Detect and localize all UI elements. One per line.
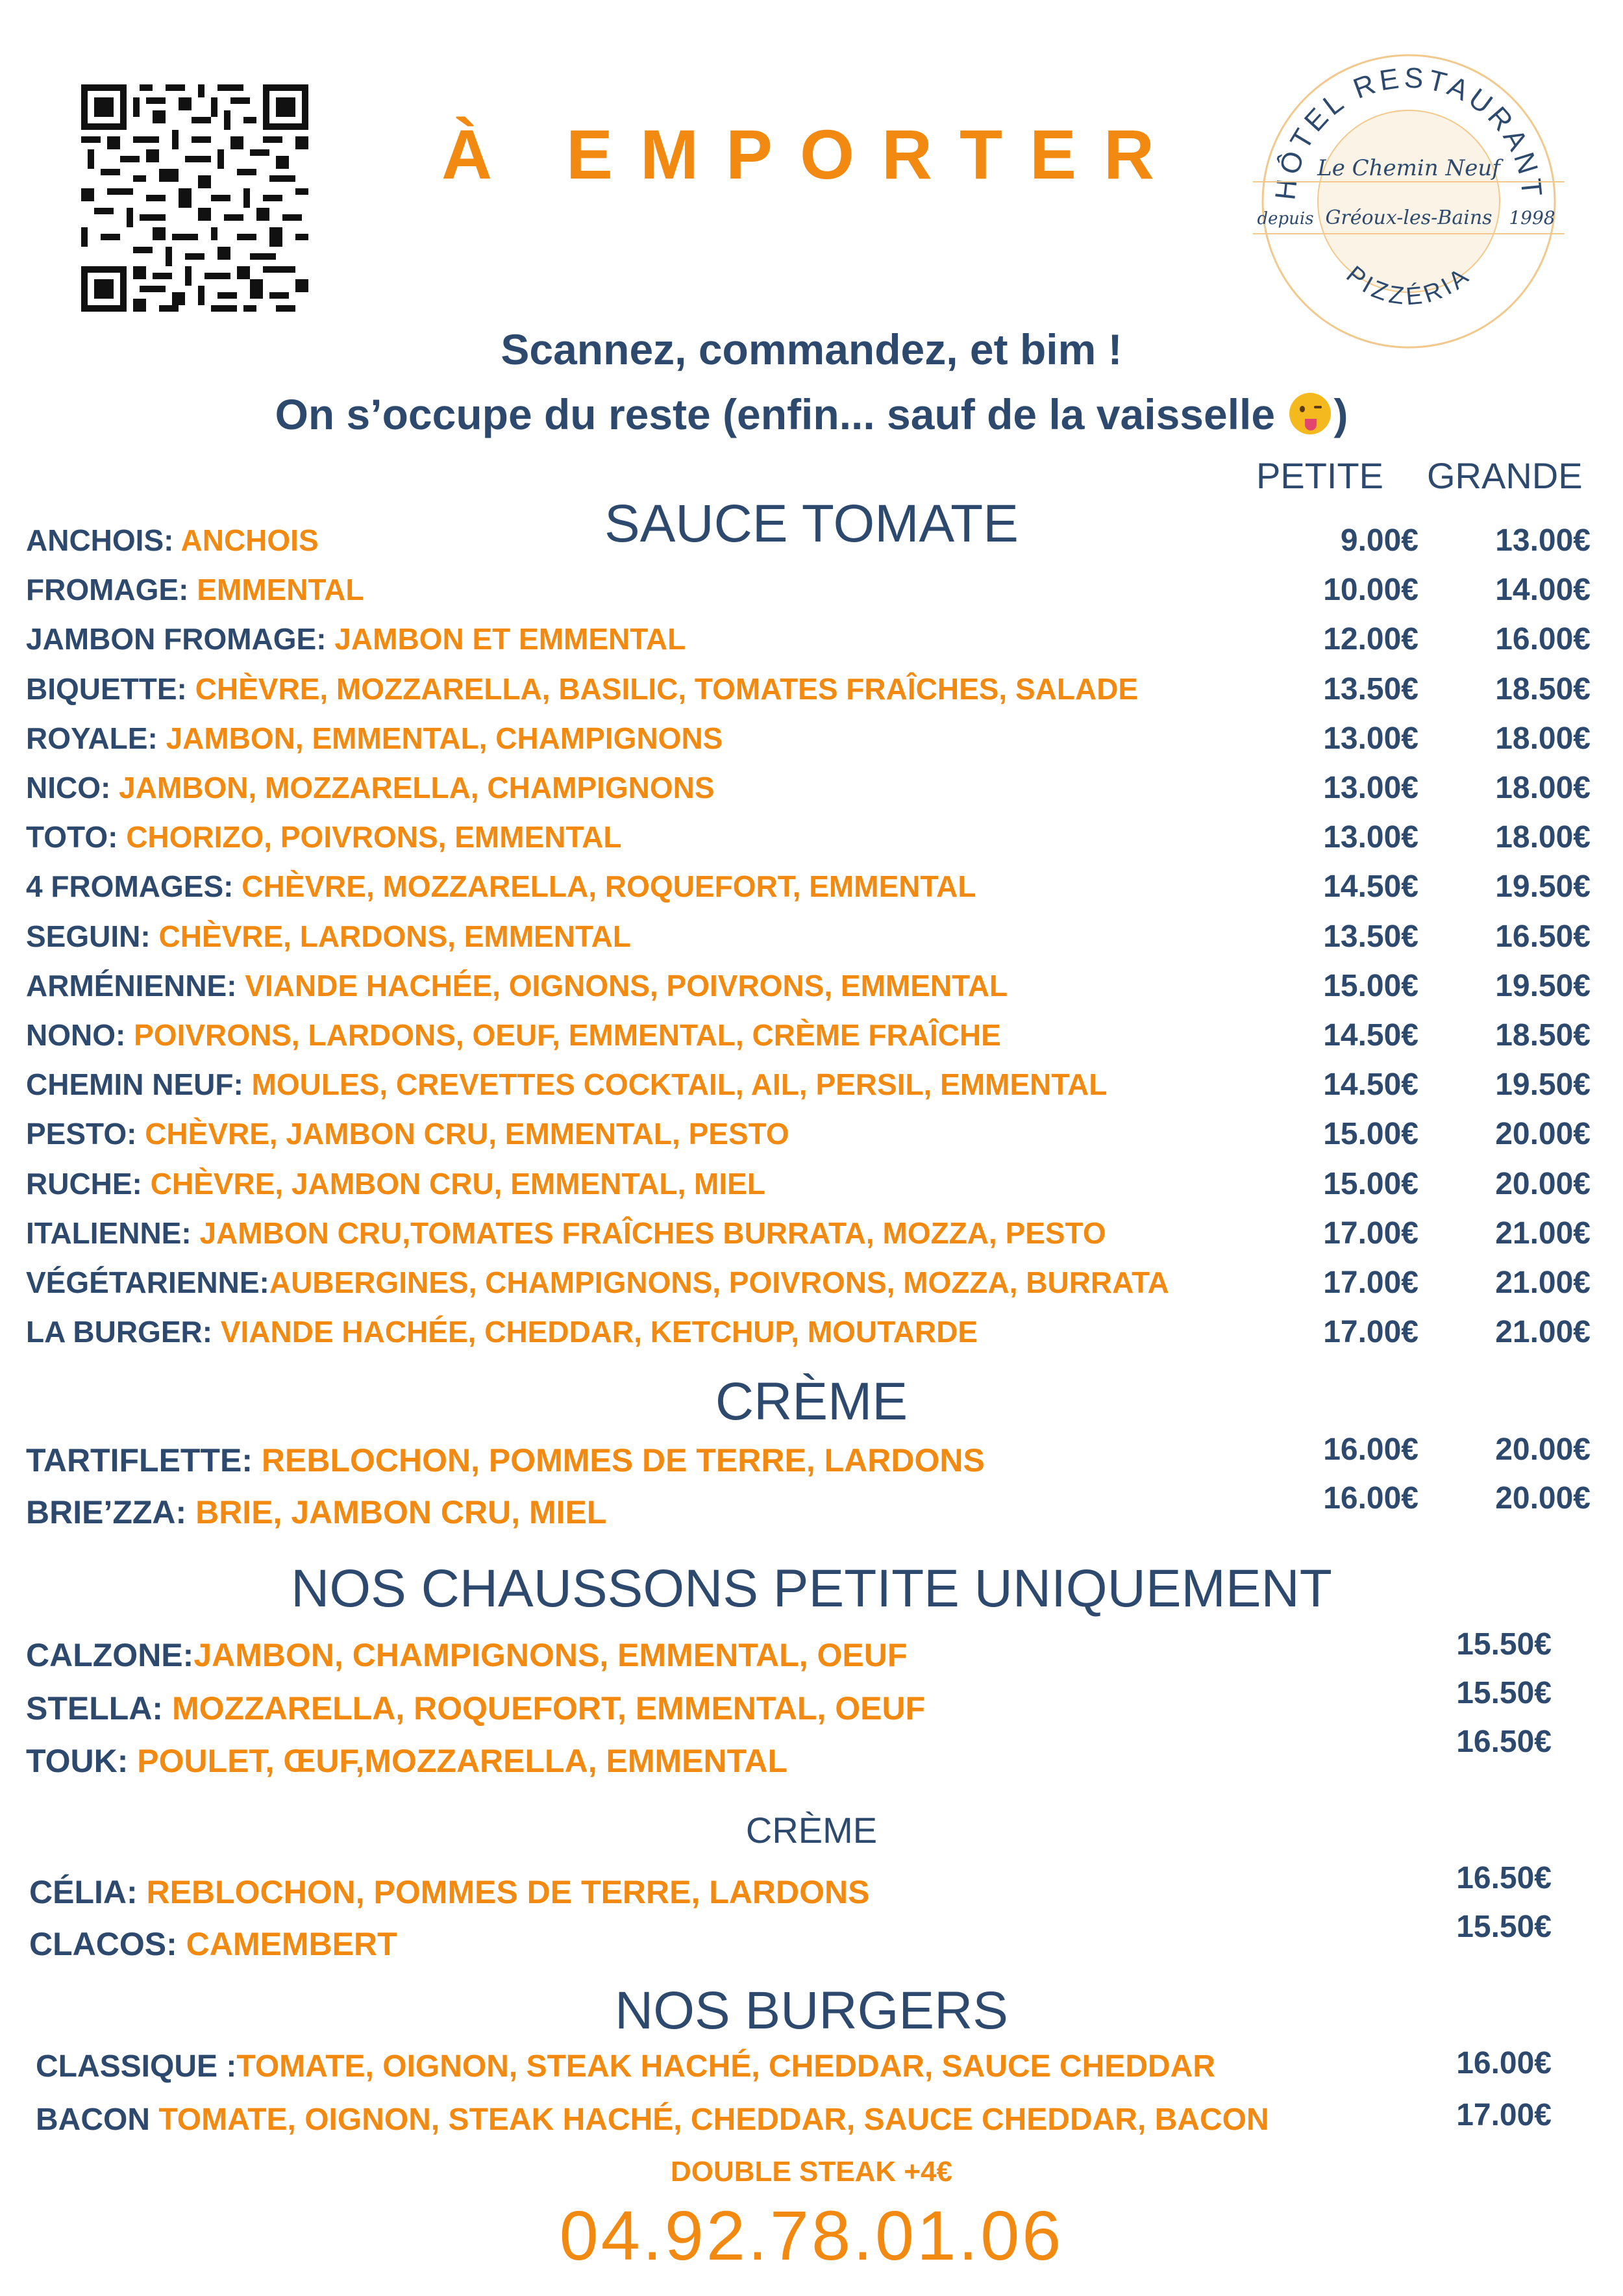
tagline-2: On s’occupe du reste (enfin... sauf de la vaisselle ) <box>275 390 1348 438</box>
item-name: LA BURGER: <box>26 1315 221 1349</box>
tagline-1: Scannez, commandez, et bim ! <box>501 325 1122 373</box>
price-grande: 18.50€ <box>1495 1018 1591 1053</box>
item-name: FROMAGE: <box>26 573 197 607</box>
item-ingredients: CHORIZO, POIVRONS, EMMENTAL <box>126 820 622 855</box>
menu-item <box>26 1636 907 1682</box>
price-grande: 19.50€ <box>1495 1067 1591 1103</box>
price-grande: 18.50€ <box>1495 671 1591 706</box>
menu-item <box>26 770 715 816</box>
item-ingredients: REBLOCHON, POMMES DE TERRE, LARDONS <box>146 1874 870 1910</box>
price-petite: 16.00€ <box>1323 1481 1419 1516</box>
price-petite: 13.00€ <box>1323 721 1419 756</box>
phone-number[interactable]: 04.92.78.01.06 <box>559 2196 1064 2275</box>
logo-year: 1998 <box>1509 207 1555 229</box>
price-petite: 13.00€ <box>1323 820 1419 855</box>
item-name: PESTO: <box>26 1117 145 1151</box>
item-name: CLACOS: <box>29 1926 186 1962</box>
price-grande: 18.00€ <box>1495 721 1591 756</box>
menu-item <box>26 671 1138 717</box>
price-grande: 20.00€ <box>1495 1432 1591 1467</box>
item-ingredients: EMMENTAL <box>197 573 364 607</box>
price: 16.00€ <box>1456 2046 1552 2080</box>
section-title-chaussons: NOS CHAUSSONS PETITE UNIQUEMENT <box>291 1559 1332 1618</box>
price-petite: 15.00€ <box>1323 1166 1419 1201</box>
price-petite: 9.00€ <box>1340 523 1419 558</box>
menu-item <box>26 819 621 865</box>
item-ingredients: CAMEMBERT <box>186 1926 397 1962</box>
price: 15.50€ <box>1456 1676 1552 1710</box>
item-ingredients: REBLOCHON, POMMES DE TERRE, LARDONS <box>261 1442 985 1479</box>
logo-top-text: HÔTEL RESTAURANT <box>1269 62 1548 202</box>
menu-item <box>26 1265 1169 1310</box>
menu-item <box>36 2102 1269 2147</box>
item-name: BACON <box>36 2103 159 2137</box>
price-petite: 14.50€ <box>1323 1018 1419 1053</box>
item-ingredients: JAMBON, MOZZARELLA, CHAMPIGNONS <box>119 771 715 805</box>
menu-item <box>29 1925 397 1971</box>
menu-item <box>26 721 723 766</box>
menu-item <box>26 919 631 964</box>
price: 15.50€ <box>1456 1910 1552 1944</box>
section-title-creme: CRÈME <box>715 1372 908 1431</box>
price-grande: 20.00€ <box>1495 1117 1591 1152</box>
item-name: ROYALE: <box>26 721 166 755</box>
item-name: NICO: <box>26 771 119 805</box>
item-ingredients: CHÈVRE, MOZZARELLA, BASILIC, TOMATES FRAÎCHES, SALADE <box>195 671 1139 706</box>
price-petite: 17.00€ <box>1323 1216 1419 1251</box>
menu-item <box>26 968 1008 1014</box>
price-grande: 18.00€ <box>1495 771 1591 805</box>
double-steak-note: DOUBLE STEAK +4€ <box>671 2156 952 2188</box>
item-ingredients: TOMATE, OIGNON, STEAK HACHÉ, CHEDDAR, SAUCE CHEDDAR <box>236 2049 1215 2084</box>
price: 16.50€ <box>1456 1861 1552 1895</box>
item-ingredients: POIVRONS, LARDONS, OEUF, EMMENTAL, CRÈME FRAÎCHE <box>134 1018 1001 1052</box>
menu-item <box>26 1216 1106 1261</box>
item-name: 4 FROMAGES: <box>26 869 242 904</box>
price-grande: 21.00€ <box>1495 1266 1591 1300</box>
price-grande: 20.00€ <box>1495 1166 1591 1201</box>
qr-code[interactable] <box>81 84 308 312</box>
price-grande: 16.50€ <box>1495 919 1591 954</box>
item-name: SEGUIN: <box>26 919 159 953</box>
item-ingredients: MOULES, CREVETTES COCKTAIL, AIL, PERSIL, EMMENTAL <box>251 1067 1108 1102</box>
winking-tongue-emoji-icon <box>1289 393 1331 434</box>
menu-item <box>26 869 976 914</box>
menu-item <box>26 1166 765 1212</box>
logo-name: Le Chemin Neuf <box>1317 155 1500 181</box>
item-name: ANCHOIS: <box>26 523 181 557</box>
price-petite: 10.00€ <box>1323 573 1419 608</box>
item-ingredients: JAMBON, EMMENTAL, CHAMPIGNONS <box>166 721 723 755</box>
item-name: RUCHE: <box>26 1166 151 1201</box>
restaurant-logo <box>1246 45 1571 357</box>
price-grande: 14.00€ <box>1495 573 1591 608</box>
price-petite: 13.50€ <box>1323 671 1419 706</box>
menu-item <box>26 1067 1107 1112</box>
price-grande: 19.50€ <box>1495 869 1591 905</box>
price-petite: 13.50€ <box>1323 919 1419 954</box>
price: 15.50€ <box>1456 1627 1552 1662</box>
price-petite: 15.00€ <box>1323 1117 1419 1152</box>
price-petite: 16.00€ <box>1323 1432 1419 1467</box>
logo-bottom-text: PIZZÉRIA <box>1341 260 1477 311</box>
item-ingredients: CHÈVRE, JAMBON CRU, EMMENTAL, MIEL <box>150 1166 765 1201</box>
item-ingredients: BRIE, JAMBON CRU, MIEL <box>195 1494 607 1530</box>
menu-item <box>29 1873 870 1919</box>
item-ingredients: JAMBON, CHAMPIGNONS, EMMENTAL, OEUF <box>193 1637 908 1673</box>
page-title: À EMPORTER <box>441 115 1182 193</box>
logo-city: Gréoux-les-Bains <box>1325 206 1493 229</box>
price: 16.50€ <box>1456 1725 1552 1759</box>
item-name: CÉLIA: <box>29 1874 147 1910</box>
item-ingredients: JAMBON ET EMMENTAL <box>334 622 686 656</box>
price-grande: 19.50€ <box>1495 968 1591 1003</box>
price: 17.00€ <box>1456 2098 1552 2132</box>
price-grande: 13.00€ <box>1495 523 1591 558</box>
item-ingredients: ANCHOIS <box>180 523 319 557</box>
item-name: TOTO: <box>26 820 127 855</box>
price-grande: 20.00€ <box>1495 1481 1591 1516</box>
price-petite: 17.00€ <box>1323 1266 1419 1300</box>
column-header-grande: GRANDE <box>1427 455 1583 496</box>
menu-item <box>26 1116 789 1162</box>
price-grande: 21.00€ <box>1495 1216 1591 1251</box>
item-name: CALZONE: <box>26 1637 194 1673</box>
item-ingredients: VIANDE HACHÉE, OIGNONS, POIVRONS, EMMENTAL <box>245 968 1008 1003</box>
item-name: NONO: <box>26 1018 134 1052</box>
price-petite: 15.00€ <box>1323 968 1419 1003</box>
price-petite: 14.50€ <box>1323 1067 1419 1103</box>
menu-item <box>26 1314 978 1360</box>
item-ingredients: JAMBON CRU,TOMATES FRAÎCHES BURRATA, MOZZA, PESTO <box>199 1216 1106 1250</box>
item-name: CLASSIQUE : <box>36 2049 237 2084</box>
menu-item <box>36 2049 1215 2094</box>
item-name: ITALIENNE: <box>26 1216 200 1250</box>
item-ingredients: AUBERGINES, CHAMPIGNONS, POIVRONS, MOZZA, BURRATA <box>269 1266 1169 1299</box>
price-grande: 16.00€ <box>1495 622 1591 657</box>
menu-item <box>26 1441 985 1487</box>
column-header-petite: PETITE <box>1256 455 1384 496</box>
price-petite: 14.50€ <box>1323 869 1419 905</box>
section-title-chaussons-creme: CRÈME <box>745 1810 878 1851</box>
item-name: STELLA: <box>26 1690 172 1727</box>
item-ingredients: MOZZARELLA, ROQUEFORT, EMMENTAL, OEUF <box>171 1690 926 1727</box>
menu-item <box>26 572 364 618</box>
price-grande: 21.00€ <box>1495 1315 1591 1350</box>
menu-item <box>26 1493 606 1539</box>
price-petite: 12.00€ <box>1323 622 1419 657</box>
menu-item <box>26 1690 925 1735</box>
item-name: ARMÉNIENNE: <box>26 968 245 1003</box>
section-title-sauce-tomate: SAUCE TOMATE <box>604 494 1019 553</box>
item-ingredients: CHÈVRE, JAMBON CRU, EMMENTAL, PESTO <box>145 1117 789 1151</box>
price-grande: 18.00€ <box>1495 820 1591 855</box>
item-ingredients: TOMATE, OIGNON, STEAK HACHÉ, CHEDDAR, SAUCE CHEDDAR, BACON <box>158 2103 1269 2137</box>
price-petite: 13.00€ <box>1323 771 1419 805</box>
item-ingredients: POULET, ŒUF,MOZZARELLA, EMMENTAL <box>137 1743 788 1779</box>
item-name: TOUK: <box>26 1743 138 1779</box>
item-name: CHEMIN NEUF: <box>26 1067 252 1102</box>
item-ingredients: VIANDE HACHÉE, CHEDDAR, KETCHUP, MOUTARDE <box>220 1315 978 1349</box>
section-title-burgers: NOS BURGERS <box>615 1981 1008 2040</box>
item-ingredients: CHÈVRE, MOZZARELLA, ROQUEFORT, EMMENTAL <box>242 869 976 904</box>
item-name: BRIE’ZZA: <box>26 1494 196 1530</box>
item-name: JAMBON FROMAGE: <box>26 622 335 656</box>
price-petite: 17.00€ <box>1323 1315 1419 1350</box>
logo-depuis: depuis <box>1257 209 1314 229</box>
item-name: VÉGÉTARIENNE: <box>26 1266 269 1299</box>
menu-item <box>26 621 686 667</box>
menu-item <box>26 523 319 568</box>
item-name: BIQUETTE: <box>26 671 195 706</box>
menu-item <box>26 1017 1001 1063</box>
item-name: TARTIFLETTE: <box>26 1442 262 1479</box>
menu-item <box>26 1742 787 1788</box>
item-ingredients: CHÈVRE, LARDONS, EMMENTAL <box>158 919 631 953</box>
